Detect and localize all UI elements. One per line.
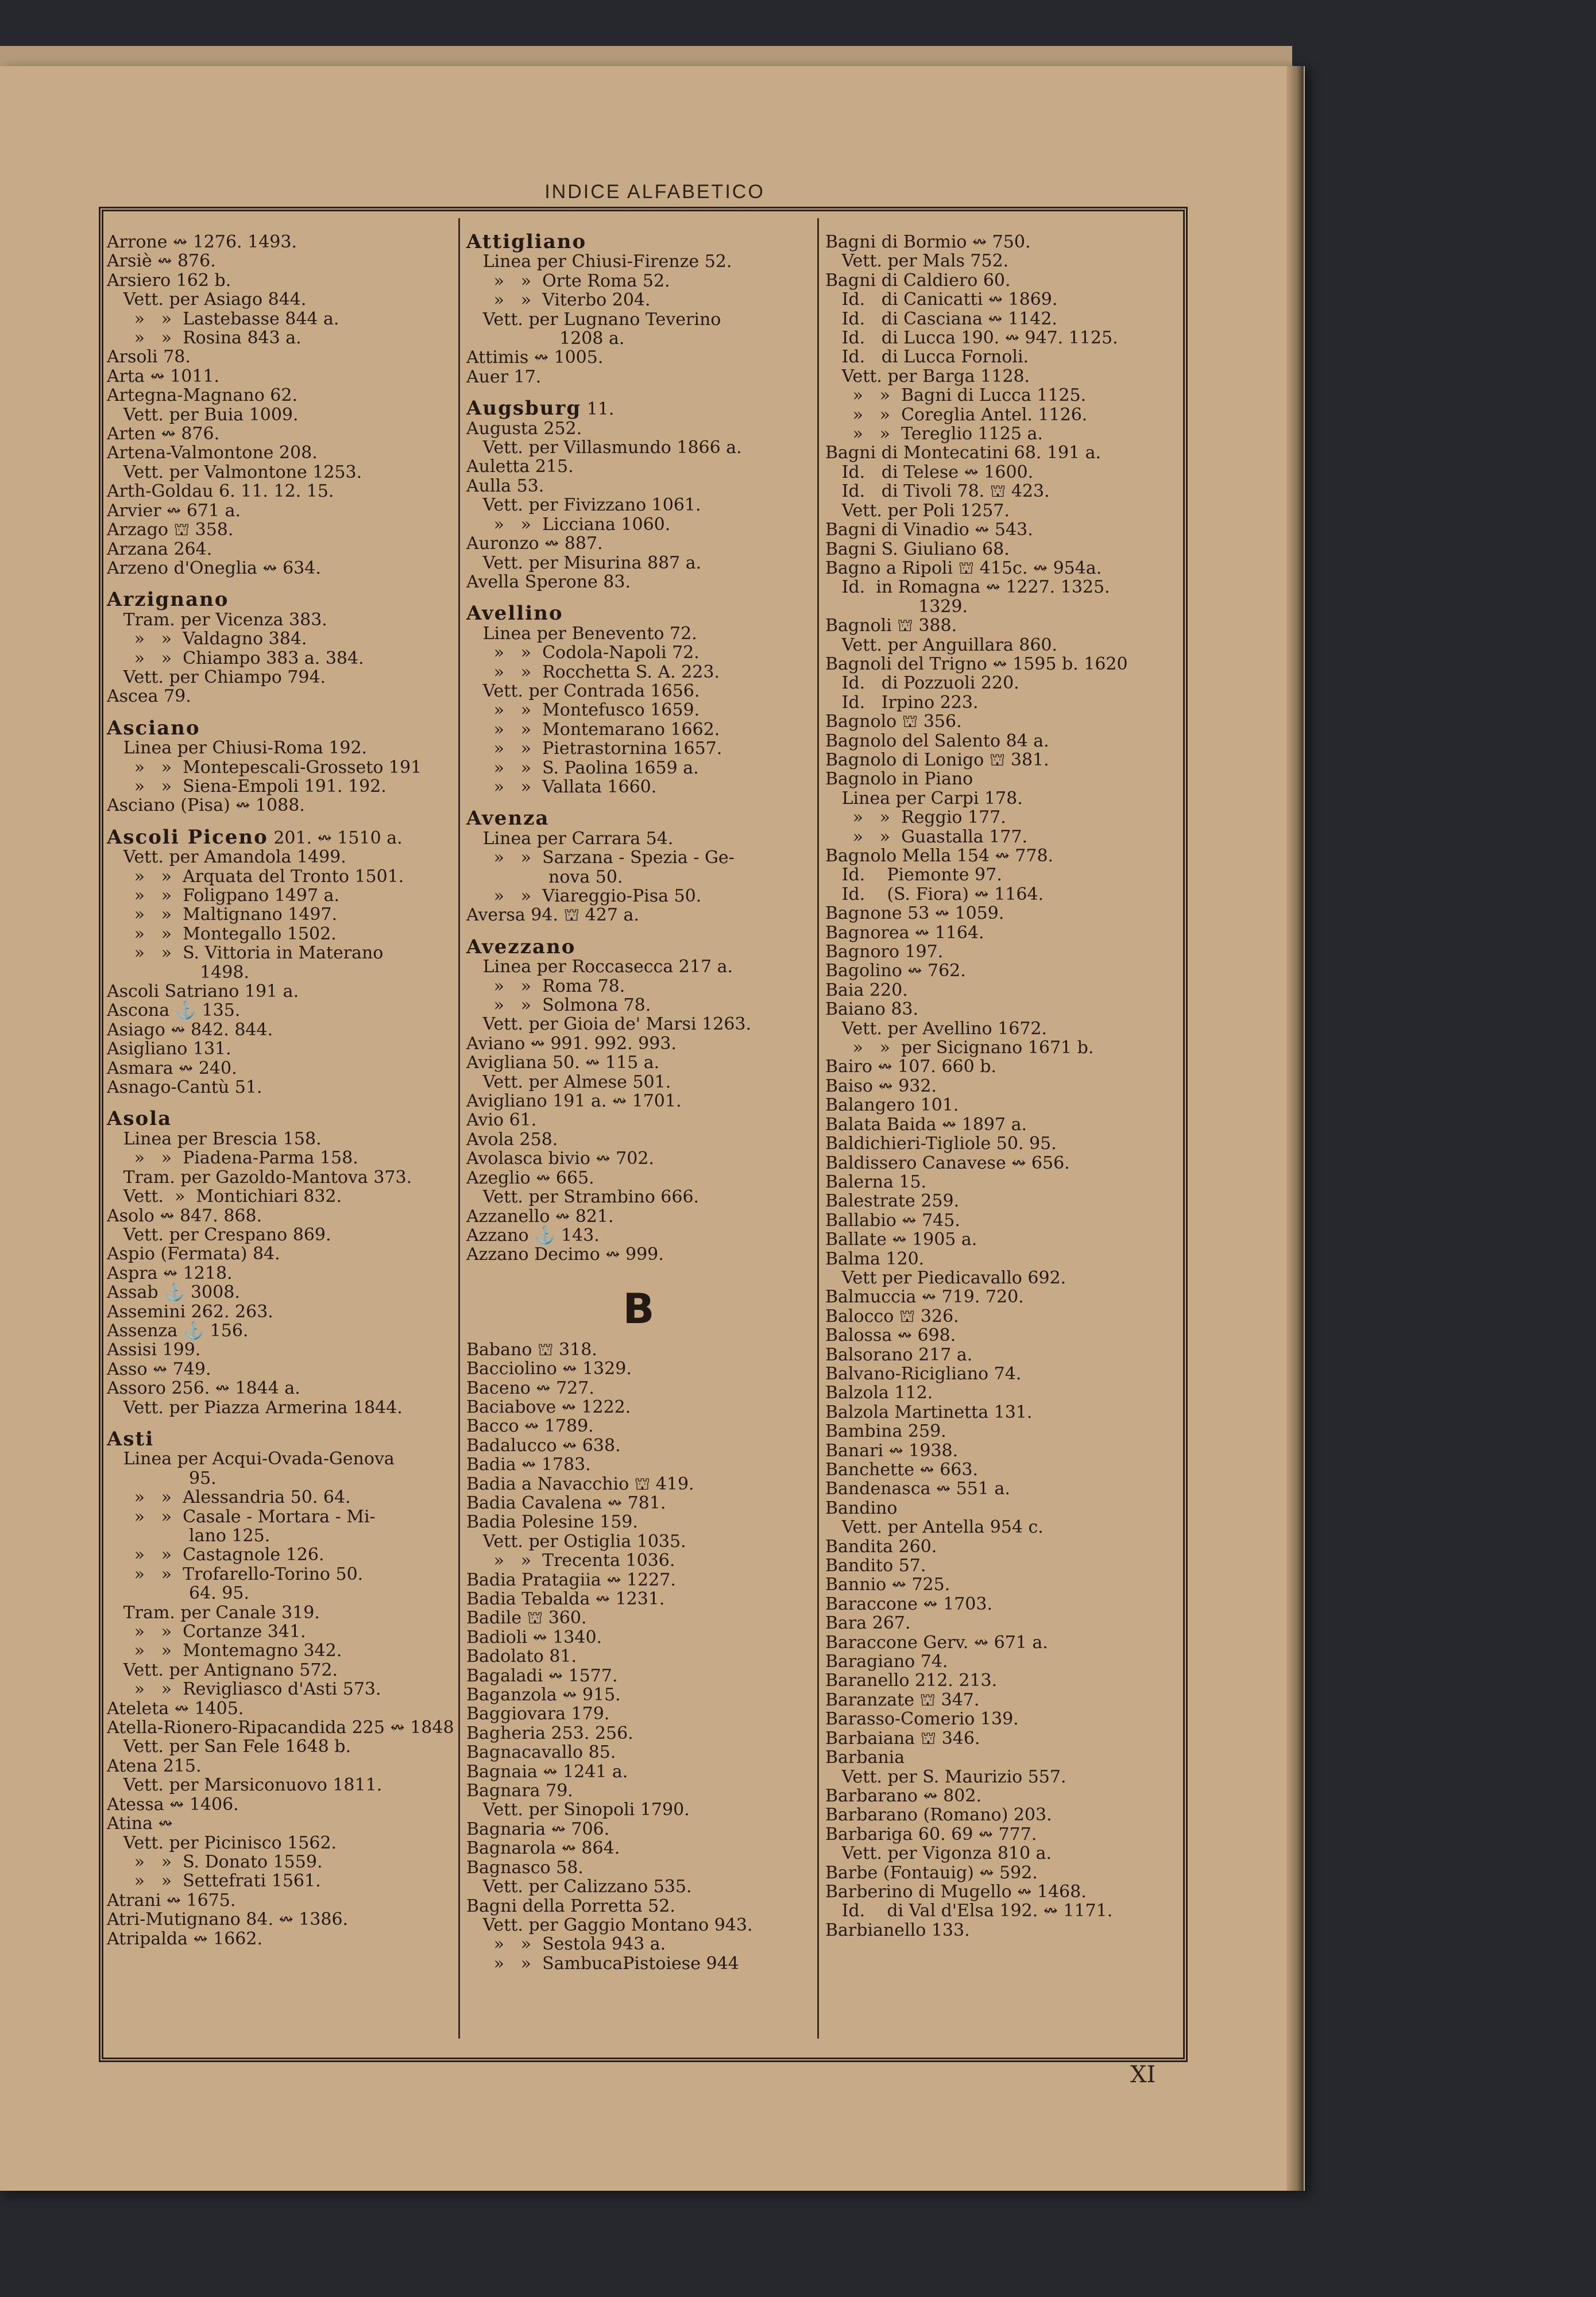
index-entry: Vett. per Villasmundo 1866 a. (466, 438, 742, 458)
index-entry: Barbania (825, 1747, 905, 1768)
index-entry: » » Montemagno 342. (107, 1641, 342, 1661)
index-heading-line (107, 1427, 451, 1451)
index-heading-line (466, 230, 811, 253)
index-entry: Assoro 256. ↭ 1844 a. (107, 1378, 300, 1399)
index-heading-line (466, 809, 811, 829)
index-entry: Arta ↭ 1011. (107, 366, 220, 386)
index-entry: Vett. per Buia 1009. (107, 404, 299, 425)
index-entry: Arth-Goldau 6. 11. 12. 15. (107, 481, 334, 502)
index-entry: Linea per Carpi 178. (825, 788, 1023, 809)
index-entry: Baranello 212. 213. (825, 1670, 998, 1691)
index-entry: Balma 120. (825, 1248, 925, 1269)
index-entry: Badile ⛫ 360. (466, 1608, 587, 1629)
index-entry: Bannio ↭ 725. (825, 1575, 950, 1595)
index-entry: Asolo ↭ 847. 868. (107, 1205, 262, 1226)
index-entry: Baraccone ↭ 1703. (825, 1594, 992, 1614)
index-entry: Bagolino ↭ 762. (825, 961, 966, 981)
index-entry: Barbarano (Romano) 203. (825, 1805, 1052, 1826)
index-heading-line (466, 604, 811, 624)
index-entry: Vett. per Barga 1128. (825, 366, 1030, 386)
index-entry: Bagnoro 197. (825, 942, 944, 962)
index-entry: » » Maltignano 1497. (107, 904, 338, 925)
index-entry: Baragiano 74. (825, 1652, 948, 1672)
index-entry: Avigliano 191 a. ↭ 1701. (466, 1091, 682, 1112)
index-entry: Linea per Roccasecca 217 a. (466, 957, 733, 977)
index-entry: Vett. per Sinopoli 1790. (466, 1800, 690, 1820)
index-entry: Vett. per Valmontone 1253. (107, 462, 362, 482)
index-entry: Bagnolo Mella 154 ↭ 778. (825, 846, 1054, 866)
index-entry: Azzano Decimo ↭ 999. (466, 1244, 664, 1265)
index-column-3 (825, 233, 1173, 1940)
index-entry: Ascona ⚓ 135. (107, 1000, 241, 1021)
index-entry: Bagnolo in Piano (825, 769, 973, 790)
index-entry: Barbaiana ⛫ 346. (825, 1728, 980, 1749)
index-entry: Asiago ↭ 842. 844. (107, 1019, 273, 1040)
index-entry: » » Viterbo 204. (466, 290, 651, 311)
index-entry: » » S. Vittoria in Materano (107, 943, 384, 964)
index-entry: Bandenasca ↭ 551 a. (825, 1479, 1010, 1499)
index-entry: » » Vallata 1660. (466, 776, 657, 797)
index-entry: Baceno ↭ 727. (466, 1378, 594, 1398)
index-entry: Bagni di Vinadio ↭ 543. (825, 520, 1033, 540)
index-entry: Id. di Val d'Elsa 192. ↭ 1171. (825, 1901, 1113, 1921)
index-entry: Vett. per Gioia de' Marsi 1263. (466, 1014, 752, 1035)
index-entry: Avio 61. (466, 1110, 537, 1131)
index-entry: Arzeno d'Oneglia ↭ 634. (107, 558, 321, 578)
index-entry: Badalucco ↭ 638. (466, 1435, 621, 1456)
index-entry: » » Sestola 943 a. (466, 1934, 666, 1955)
index-entry: Bambina 259. (825, 1421, 946, 1442)
index-entry: Banchette ↭ 663. (825, 1460, 979, 1480)
index-entry: » » Orte Roma 52. (466, 270, 670, 291)
index-entry: Atessa ↭ 1406. (107, 1794, 239, 1815)
index-entry: Vett. per Gaggio Montano 943. (466, 1915, 753, 1935)
index-entry: Vett. » Montichiari 832. (107, 1186, 342, 1207)
index-entry: Arzana 264. (107, 539, 212, 559)
index-heading: Asciano (107, 716, 200, 740)
index-entry: Linea per Benevento 72. (466, 623, 697, 644)
index-entry: » » Rosina 843 a. (107, 328, 302, 349)
index-entry: Ateleta ↭ 1405. (107, 1698, 244, 1719)
index-entry: Asmara ↭ 240. (107, 1058, 237, 1078)
index-entry: » » Codola-Napoli 72. (466, 643, 700, 663)
index-heading-line (466, 399, 811, 419)
index-heading: Asti (107, 1427, 154, 1451)
index-entry: Arsoli 78. (107, 347, 191, 368)
index-entry: Baiso ↭ 932. (825, 1076, 937, 1096)
index-entry: Banari ↭ 1938. (825, 1440, 959, 1461)
index-entry: Id. di Lucca 190. ↭ 947. 1125. (825, 328, 1118, 349)
index-entry: 1329. (825, 596, 968, 617)
index-entry: Vett. per Lugnano Teverino (466, 309, 721, 330)
index-entry: » » Licciana 1060. (466, 514, 671, 535)
index-entry: » » Reggio 177. (825, 807, 1006, 828)
index-entry: Bagni della Porretta 52. (466, 1896, 675, 1916)
index-entry: Linea per Brescia 158. (107, 1128, 322, 1149)
index-entry: Vett. per Piazza Armerina 1844. (107, 1397, 403, 1418)
index-entry: » » Foligpano 1497 a. (107, 885, 340, 906)
index-entry: Asso ↭ 749. (107, 1359, 211, 1379)
index-entry: Id. di Pozzuoli 220. (825, 673, 1019, 694)
index-entry: Bagnoli ⛫ 388. (825, 616, 957, 636)
index-entry: Ascoli Satriano 191 a. (107, 981, 299, 1002)
index-entry: Bagni di Caldiero 60. (825, 270, 1011, 291)
index-entry: Balerna 15. (825, 1171, 927, 1192)
index-entry: » » Settefrati 1561. (107, 1871, 321, 1892)
index-entry: Barbariga 60. 69 ↭ 777. (825, 1824, 1037, 1844)
index-entry: Vett. per Vigonza 810 a. (825, 1843, 1052, 1864)
index-entry: Bacco ↭ 1789. (466, 1416, 594, 1437)
index-entry: Atella-Rionero-Ripacandida 225 ↭ 1848 (107, 1718, 454, 1738)
index-entry: Vett. per Antella 954 c. (825, 1517, 1044, 1538)
index-entry: » » Montefusco 1659. (466, 700, 700, 721)
index-entry: » » Piadena-Parma 158. (107, 1148, 358, 1169)
index-entry: Balvano-Ricigliano 74. (825, 1363, 1022, 1384)
index-entry: Id. (S. Fiora) ↭ 1164. (825, 884, 1044, 904)
index-heading-line (107, 1109, 451, 1129)
index-entry: Baldissero Canavese ↭ 656. (825, 1153, 1070, 1173)
index-entry: Linea per Chiusi-Firenze 52. (466, 252, 732, 272)
index-entry: Bagnara 79. (466, 1781, 573, 1801)
index-entry: Aspra ↭ 1218. (107, 1263, 233, 1283)
index-entry: Bagni di Bormio ↭ 750. (825, 232, 1031, 252)
index-heading: Avezzano (466, 935, 576, 958)
index-entry: Badioli ↭ 1340. (466, 1627, 602, 1648)
index-entry: » » Revigliasco d'Asti 573. (107, 1679, 381, 1700)
index-heading: Ascoli Piceno (107, 825, 268, 849)
index-entry: Barberino di Mugello ↭ 1468. (825, 1881, 1087, 1902)
index-entry: » » Siena-Empoli 191. 192. (107, 776, 387, 796)
index-entry: Id. di Casciana ↭ 1142. (825, 308, 1057, 329)
index-entry: » » Trecenta 1036. (466, 1550, 675, 1571)
column-divider (817, 218, 819, 2039)
page-fore-edge (1286, 66, 1304, 2191)
index-heading-line (107, 716, 451, 740)
index-entry: Balossa ↭ 698. (825, 1325, 956, 1346)
index-entry: » » Sarzana - Spezia - Ge- (466, 848, 735, 868)
index-entry: Vett. per Chiampo 794. (107, 667, 326, 687)
index-entry: Id. di Telese ↭ 1600. (825, 462, 1034, 482)
index-entry: Baciabove ↭ 1222. (466, 1397, 631, 1417)
index-entry: Balmuccia ↭ 719. 720. (825, 1287, 1024, 1308)
index-entry: Bagnaria ↭ 706. (466, 1819, 610, 1839)
index-entry: Auer 17. (466, 366, 542, 387)
index-entry: Aviano ↭ 991. 992. 993. (466, 1033, 677, 1054)
index-entry: Vett. per Almese 501. (466, 1072, 671, 1092)
index-entry: Assisi 199. (107, 1340, 201, 1360)
page-number: XI (1130, 2062, 1156, 2088)
index-entry: Vett. per Misurina 887 a. (466, 552, 702, 573)
index-entry: » » Valdagno 384. (107, 629, 307, 649)
index-entry: Balsorano 217 a. (825, 1344, 973, 1365)
index-entry: » » Coreglia Antel. 1126. (825, 404, 1088, 425)
index-entry: Atena 215. (107, 1755, 202, 1776)
index-entry: Badia a Navacchio ⛫ 419. (466, 1474, 694, 1494)
index-entry: » » Viareggio-Pisa 50. (466, 886, 702, 906)
index-entry: 64. 95. (107, 1583, 249, 1604)
index-entry: Bagnacavallo 85. (466, 1742, 616, 1763)
index-entry: Atri-Mutignano 84. ↭ 1386. (107, 1909, 349, 1930)
index-entry: Bandito 57. (825, 1556, 926, 1576)
index-entry: Atrani ↭ 1675. (107, 1890, 236, 1911)
index-entry: Bagnone 53 ↭ 1059. (825, 903, 1004, 924)
index-entry: Baiano 83. (825, 999, 919, 1020)
index-entry: Linea per Acqui-Ovada-Genova (107, 1449, 395, 1470)
index-entry: Bagnaia ↭ 1241 a. (466, 1761, 628, 1782)
index-entry: Badia ↭ 1783. (466, 1455, 591, 1475)
index-entry: Barbarano ↭ 802. (825, 1785, 981, 1806)
index-entry: Bagnolo del Salento 84 a. (825, 730, 1049, 751)
index-entry: Id. di Tivoli 78. ⛫ 423. (825, 481, 1050, 502)
index-entry: » » S. Donato 1559. (107, 1851, 323, 1872)
index-entry: » » Tereglio 1125 a. (825, 424, 1043, 444)
index-entry: Asciano (Pisa) ↭ 1088. (107, 795, 305, 816)
index-entry: Baia 220. (825, 980, 908, 1000)
index-entry: » » Solmona 78. (466, 995, 651, 1016)
index-entry: » » Pietrastornina 1657. (466, 738, 722, 759)
index-entry: Baldichieri-Tigliole 50. 95. (825, 1134, 1057, 1154)
index-heading-line (466, 935, 811, 958)
index-entry: Asnago-Cantù 51. (107, 1077, 262, 1098)
index-entry: Ascea 79. (107, 686, 191, 707)
index-entry: Vett. per Crespano 869. (107, 1224, 331, 1245)
index-entry: Arten ↭ 876. (107, 424, 220, 444)
index-entry: 95. (107, 1468, 217, 1488)
index-entry: » » SambucaPistoiese 944 (466, 1953, 739, 1974)
index-entry: » » Cortanze 341. (107, 1622, 306, 1642)
index-entry: 1208 a. (466, 328, 625, 349)
index-entry: Artena-Valmontone 208. (107, 443, 318, 463)
index-entry: Id. di Canicatti ↭ 1869. (825, 289, 1058, 310)
index-heading-pages: 201. ↭ 1510 a. (268, 827, 403, 848)
index-entry: » » Roma 78. (466, 976, 625, 996)
index-entry: Augusta 252. (466, 418, 582, 439)
index-entry: Badia Pratagiia ↭ 1227. (466, 1569, 676, 1590)
index-entry: Auronzo ↭ 887. (466, 533, 603, 554)
index-entry: » » Chiampo 383 a. 384. (107, 648, 364, 668)
index-heading-line (107, 590, 451, 610)
index-entry: Asigliano 131. (107, 1039, 231, 1059)
index-entry: » » Guastalla 177. (825, 826, 1027, 847)
index-entry: Bara 267. (825, 1613, 911, 1634)
index-entry: Bagnorea ↭ 1164. (825, 922, 984, 943)
index-entry: Babano ⛫ 318. (466, 1339, 597, 1360)
index-entry: Bagni S. Giuliano 68. (825, 539, 1010, 559)
index-entry: Barasso-Comerio 139. (825, 1709, 1019, 1730)
column-divider (458, 218, 460, 2039)
index-entry: Vett. per Poli 1257. (825, 500, 1010, 521)
index-entry: Avigliana 50. ↭ 115 a. (466, 1053, 660, 1073)
index-entry: » » Montemarano 1662. (466, 719, 720, 740)
index-entry: Bagnolo ⛫ 356. (825, 711, 962, 732)
index-entry: Ballate ↭ 1905 a. (825, 1229, 977, 1250)
index-entry: Vett. per Marsiconuovo 1811. (107, 1775, 382, 1796)
index-entry: Bandita 260. (825, 1536, 937, 1557)
index-entry: Vett. per Avellino 1672. (825, 1018, 1048, 1039)
index-entry: nova 50. (466, 867, 623, 887)
index-entry: » » Arquata del Tronto 1501. (107, 866, 404, 887)
index-entry: Arrone ↭ 1276. 1493. (107, 232, 297, 252)
index-entry: Tram. per Vicenza 383. (107, 609, 327, 630)
index-entry: Azzano ⚓ 143. (466, 1225, 600, 1246)
index-entry: Avolasca bivio ↭ 702. (466, 1148, 654, 1169)
index-entry: » » Alessandria 50. 64. (107, 1487, 351, 1508)
index-entry: Aversa 94. ⛫ 427 a. (466, 905, 639, 926)
index-entry: Atina ↭ (107, 1813, 173, 1834)
index-entry: Aulla 53. (466, 475, 544, 496)
index-entry: Vett. per Fivizzano 1061. (466, 495, 701, 516)
index-entry: » » Rocchetta S. A. 223. (466, 662, 720, 682)
index-heading: Avenza (466, 807, 550, 830)
index-entry: Badia Tebalda ↭ 1231. (466, 1589, 665, 1609)
index-entry: Bagnoli del Trigno ↭ 1595 b. 1620 (825, 653, 1128, 674)
index-entry: » » Castagnole 126. (107, 1545, 324, 1565)
index-entry: Baganzola ↭ 915. (466, 1685, 621, 1706)
index-entry: Auletta 215. (466, 457, 574, 477)
index-entry: Arsiero 162 b. (107, 270, 231, 291)
index-entry: Balzola 112. (825, 1383, 933, 1403)
index-entry: Barbe (Fontauig) ↭ 592. (825, 1862, 1038, 1883)
index-entry: Arzago ⛫ 358. (107, 520, 234, 540)
index-entry: » » Montegallo 1502. (107, 923, 337, 944)
section-gap (107, 1417, 451, 1430)
index-entry: Id. in Romagna ↭ 1227. 1325. (825, 577, 1110, 598)
index-entry: Vett. per Ostiglia 1035. (466, 1531, 686, 1552)
index-entry: Vett. per Strambino 666. (466, 1187, 700, 1208)
index-entry: Linea per Carrara 54. (466, 828, 674, 849)
index-entry: Vett. per Picinisco 1562. (107, 1832, 337, 1853)
index-entry: Id. Irpino 223. (825, 692, 979, 713)
index-entry: » » Trofarello-Torino 50. (107, 1564, 364, 1584)
index-entry: Vett. per S. Maurizio 557. (825, 1766, 1066, 1787)
index-entry: Azeglio ↭ 665. (466, 1167, 594, 1188)
index-entry: Assenza ⚓ 156. (107, 1320, 249, 1341)
index-entry: » » S. Paolina 1659 a. (466, 757, 699, 778)
index-entry: Atripalda ↭ 1662. (107, 1928, 262, 1949)
index-entry: Badolato 81. (466, 1646, 577, 1667)
index-entry: Attimis ↭ 1005. (466, 347, 604, 368)
index-entry: Vett. per Calizzano 535. (466, 1877, 692, 1897)
index-entry: Vett. per Contrada 1656. (466, 680, 700, 701)
index-entry: Bagnasco 58. (466, 1857, 583, 1878)
index-entry: » » Lastebasse 844 a. (107, 308, 339, 329)
index-entry: Bagni di Montecatini 68. 191 a. (825, 443, 1102, 463)
index-entry: Id. di Lucca Fornoli. (825, 347, 1029, 368)
index-entry: 1498. (107, 962, 249, 983)
index-heading: Asola (107, 1107, 172, 1131)
index-entry: Arvier ↭ 671 a. (107, 500, 241, 521)
index-entry: lano 125. (107, 1526, 270, 1546)
index-entry: Azzanello ↭ 821. (466, 1206, 614, 1227)
index-entry: Balzola Martinetta 131. (825, 1402, 1033, 1422)
index-entry: Vett. per San Fele 1648 b. (107, 1737, 351, 1757)
index-entry: Bagno a Ripoli ⛫ 415c. ↭ 954a. (825, 558, 1102, 578)
index-entry: Barbianello 133. (825, 1920, 970, 1940)
index-entry: Tram. per Gazoldo-Mantova 373. (107, 1167, 412, 1188)
index-entry: Badia Polesine 159. (466, 1512, 638, 1533)
index-entry: Baranzate ⛫ 347. (825, 1689, 980, 1710)
index-entry: Aspio (Fermata) 84. (107, 1244, 280, 1264)
index-entry: Linea per Chiusi-Roma 192. (107, 738, 368, 759)
index-heading: Attigliano (466, 230, 587, 253)
index-entry: Bagaladi ↭ 1577. (466, 1665, 618, 1686)
index-entry: » » Montepescali-Grosseto 191 (107, 757, 422, 778)
index-entry: Balangero 101. (825, 1095, 959, 1116)
index-entry: Bagnarola ↭ 864. (466, 1838, 620, 1859)
index-heading-pages: 11. (581, 399, 615, 420)
index-entry: Assab ⚓ 3008. (107, 1282, 240, 1303)
index-entry: Bandino (825, 1498, 898, 1518)
index-entry: Baggiovara 179. (466, 1704, 610, 1724)
section-letter: B (623, 1284, 655, 1333)
index-entry: Balocco ⛫ 326. (825, 1306, 959, 1327)
index-entry: Balestrate 259. (825, 1191, 960, 1212)
index-entry: Bacciolino ↭ 1329. (466, 1359, 632, 1379)
index-heading: Arzignano (107, 588, 229, 612)
index-entry: Vett. per Mals 752. (825, 251, 1009, 272)
section-gap (466, 1264, 811, 1277)
index-entry: Ballabio ↭ 745. (825, 1210, 960, 1231)
index-heading: Augsburg (466, 397, 582, 420)
index-entry: Vett. per Anguillara 860. (825, 635, 1058, 655)
page-header: INDICE ALFABETICO (544, 181, 765, 203)
index-column-1 (107, 232, 454, 1949)
index-entry: Vett. per Antignano 572. (107, 1660, 338, 1680)
index-column-2 (466, 230, 811, 1974)
index-entry: Vett. per Amandola 1499. (107, 847, 346, 868)
index-entry: Bairo ↭ 107. 660 b. (825, 1057, 997, 1077)
index-entry: Bagnolo di Lonigo ⛫ 381. (825, 749, 1049, 770)
index-entry: Vett. per Asiago 844. (107, 289, 307, 310)
index-entry: » » Bagni di Lucca 1125. (825, 385, 1087, 406)
index-heading-line (107, 825, 451, 849)
index-entry: Vett per Piedicavallo 692. (825, 1267, 1066, 1288)
index-entry: Tram. per Canale 319. (107, 1602, 320, 1623)
index-entry: Assemini 262. 263. (107, 1301, 273, 1322)
index-entry: Id. Piemonte 97. (825, 865, 1002, 885)
index-entry: Badia Cavalena ↭ 781. (466, 1492, 666, 1513)
index-entry: Balata Baida ↭ 1897 a. (825, 1114, 1027, 1135)
index-entry: » » per Sicignano 1671 b. (825, 1038, 1094, 1058)
index-entry: Avola 258. (466, 1129, 558, 1150)
index-entry: Avella Sperone 83. (466, 571, 631, 592)
index-entry: » » Casale - Mortara - Mi- (107, 1506, 376, 1527)
index-entry: Bagheria 253. 256. (466, 1723, 633, 1743)
index-entry: Artegna-Magnano 62. (107, 385, 298, 406)
index-entry: Arsiè ↭ 876. (107, 251, 216, 272)
index-entry: Baraccone Gerv. ↭ 671 a. (825, 1632, 1048, 1653)
index-heading: Avellino (466, 602, 563, 625)
